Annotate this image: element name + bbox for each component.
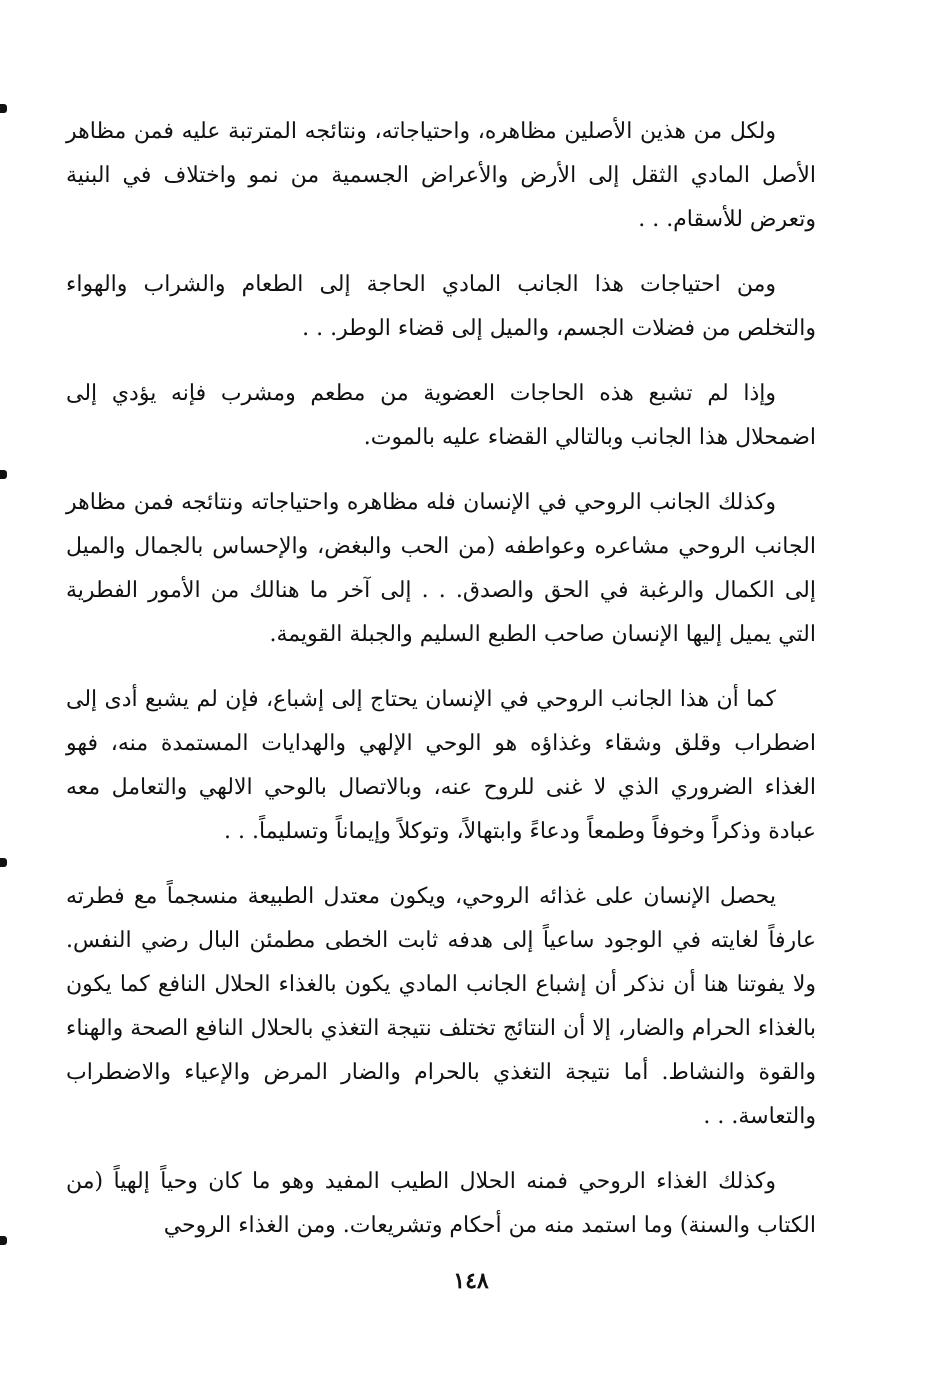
scan-edge-mark xyxy=(0,104,7,113)
paragraph: كما أن هذا الجانب الروحي في الإنسان يحتاج إلى إشباع، فإن لم يشبع أدى إلى اضطراب وقلق وشقاء وغذاؤه هو الوحي الإلهي والهدايات المستمدة منه، فهو الغذاء الضروري الذي لا غنى للروح عنه، وبالاتصال بالوحي الالهي والتعامل معه عبادة وذكراً وخوفاً وطمعاً ودعاءً وابتهالاً، وتوكلاً وإيماناً وتسليماً. . . xyxy=(66,687,816,844)
paragraph: ولكل من هذين الأصلين مظاهره، واحتياجاته، ونتائجه المترتبة عليه فمن مظاهر الأصل المادي الثقل إلى الأرض والأعراض الجسمية من نمو واختلاف في البنية وتعرض للأسقام. . . xyxy=(66,119,816,232)
body-text xyxy=(66,110,816,1269)
paragraph: وإذا لم تشبع هذه الحاجات العضوية من مطعم ومشرب فإنه يؤدي إلى اضمحلال هذا الجانب وبالتالي القضاء عليه بالموت. xyxy=(66,381,816,450)
scan-edge-mark xyxy=(0,858,7,867)
paragraph: ومن احتياجات هذا الجانب المادي الحاجة إلى الطعام والشراب والهواء والتخلص من فضلات الجسم، والميل إلى قضاء الوطر. . . xyxy=(66,272,816,341)
scan-edge-mark xyxy=(0,470,7,479)
paragraph: وكذلك الغذاء الروحي فمنه الحلال الطيب المفيد وهو ما كان وحياً إلهياً (من الكتاب والسنة) وما استمد منه من أحكام وتشريعات. ومن الغذاء الروحي xyxy=(66,1169,816,1238)
scan-edge-mark xyxy=(0,1236,7,1245)
paragraph: وكذلك الجانب الروحي في الإنسان فله مظاهره واحتياجاته ونتائجه فمن مظاهر الجانب الروحي مشاعره وعواطفه (من الحب والبغض، والإحساس بالجمال والميل إلى الكمال والرغبة في الحق والصدق. . . إلى آخر ما هنالك من الأمور الفطرية التي يميل إليها الإنسان صاحب الطبع السليم والجبلة القويمة. xyxy=(66,490,816,647)
paragraph: يحصل الإنسان على غذائه الروحي، ويكون معتدل الطبيعة منسجماً مع فطرته عارفاً لغايته في الوجود ساعياً إلى هدفه ثابت الخطى مطمئن البال رضي النفس. ولا يفوتنا هنا أن نذكر أن إشباع الجانب المادي يكون بالغذاء الحلال النافع كما يكون بالغذاء الحرام والضار، إلا أن النتائج تختلف نتيجة التغذي بالحلال النافع الصحة والهناء والقوة والنشاط. أما نتيجة التغذي بالحرام والضار المرض والإعياء والاضطراب والتعاسة. . . xyxy=(66,884,816,1129)
page-number: ١٤٨ xyxy=(453,1268,489,1294)
